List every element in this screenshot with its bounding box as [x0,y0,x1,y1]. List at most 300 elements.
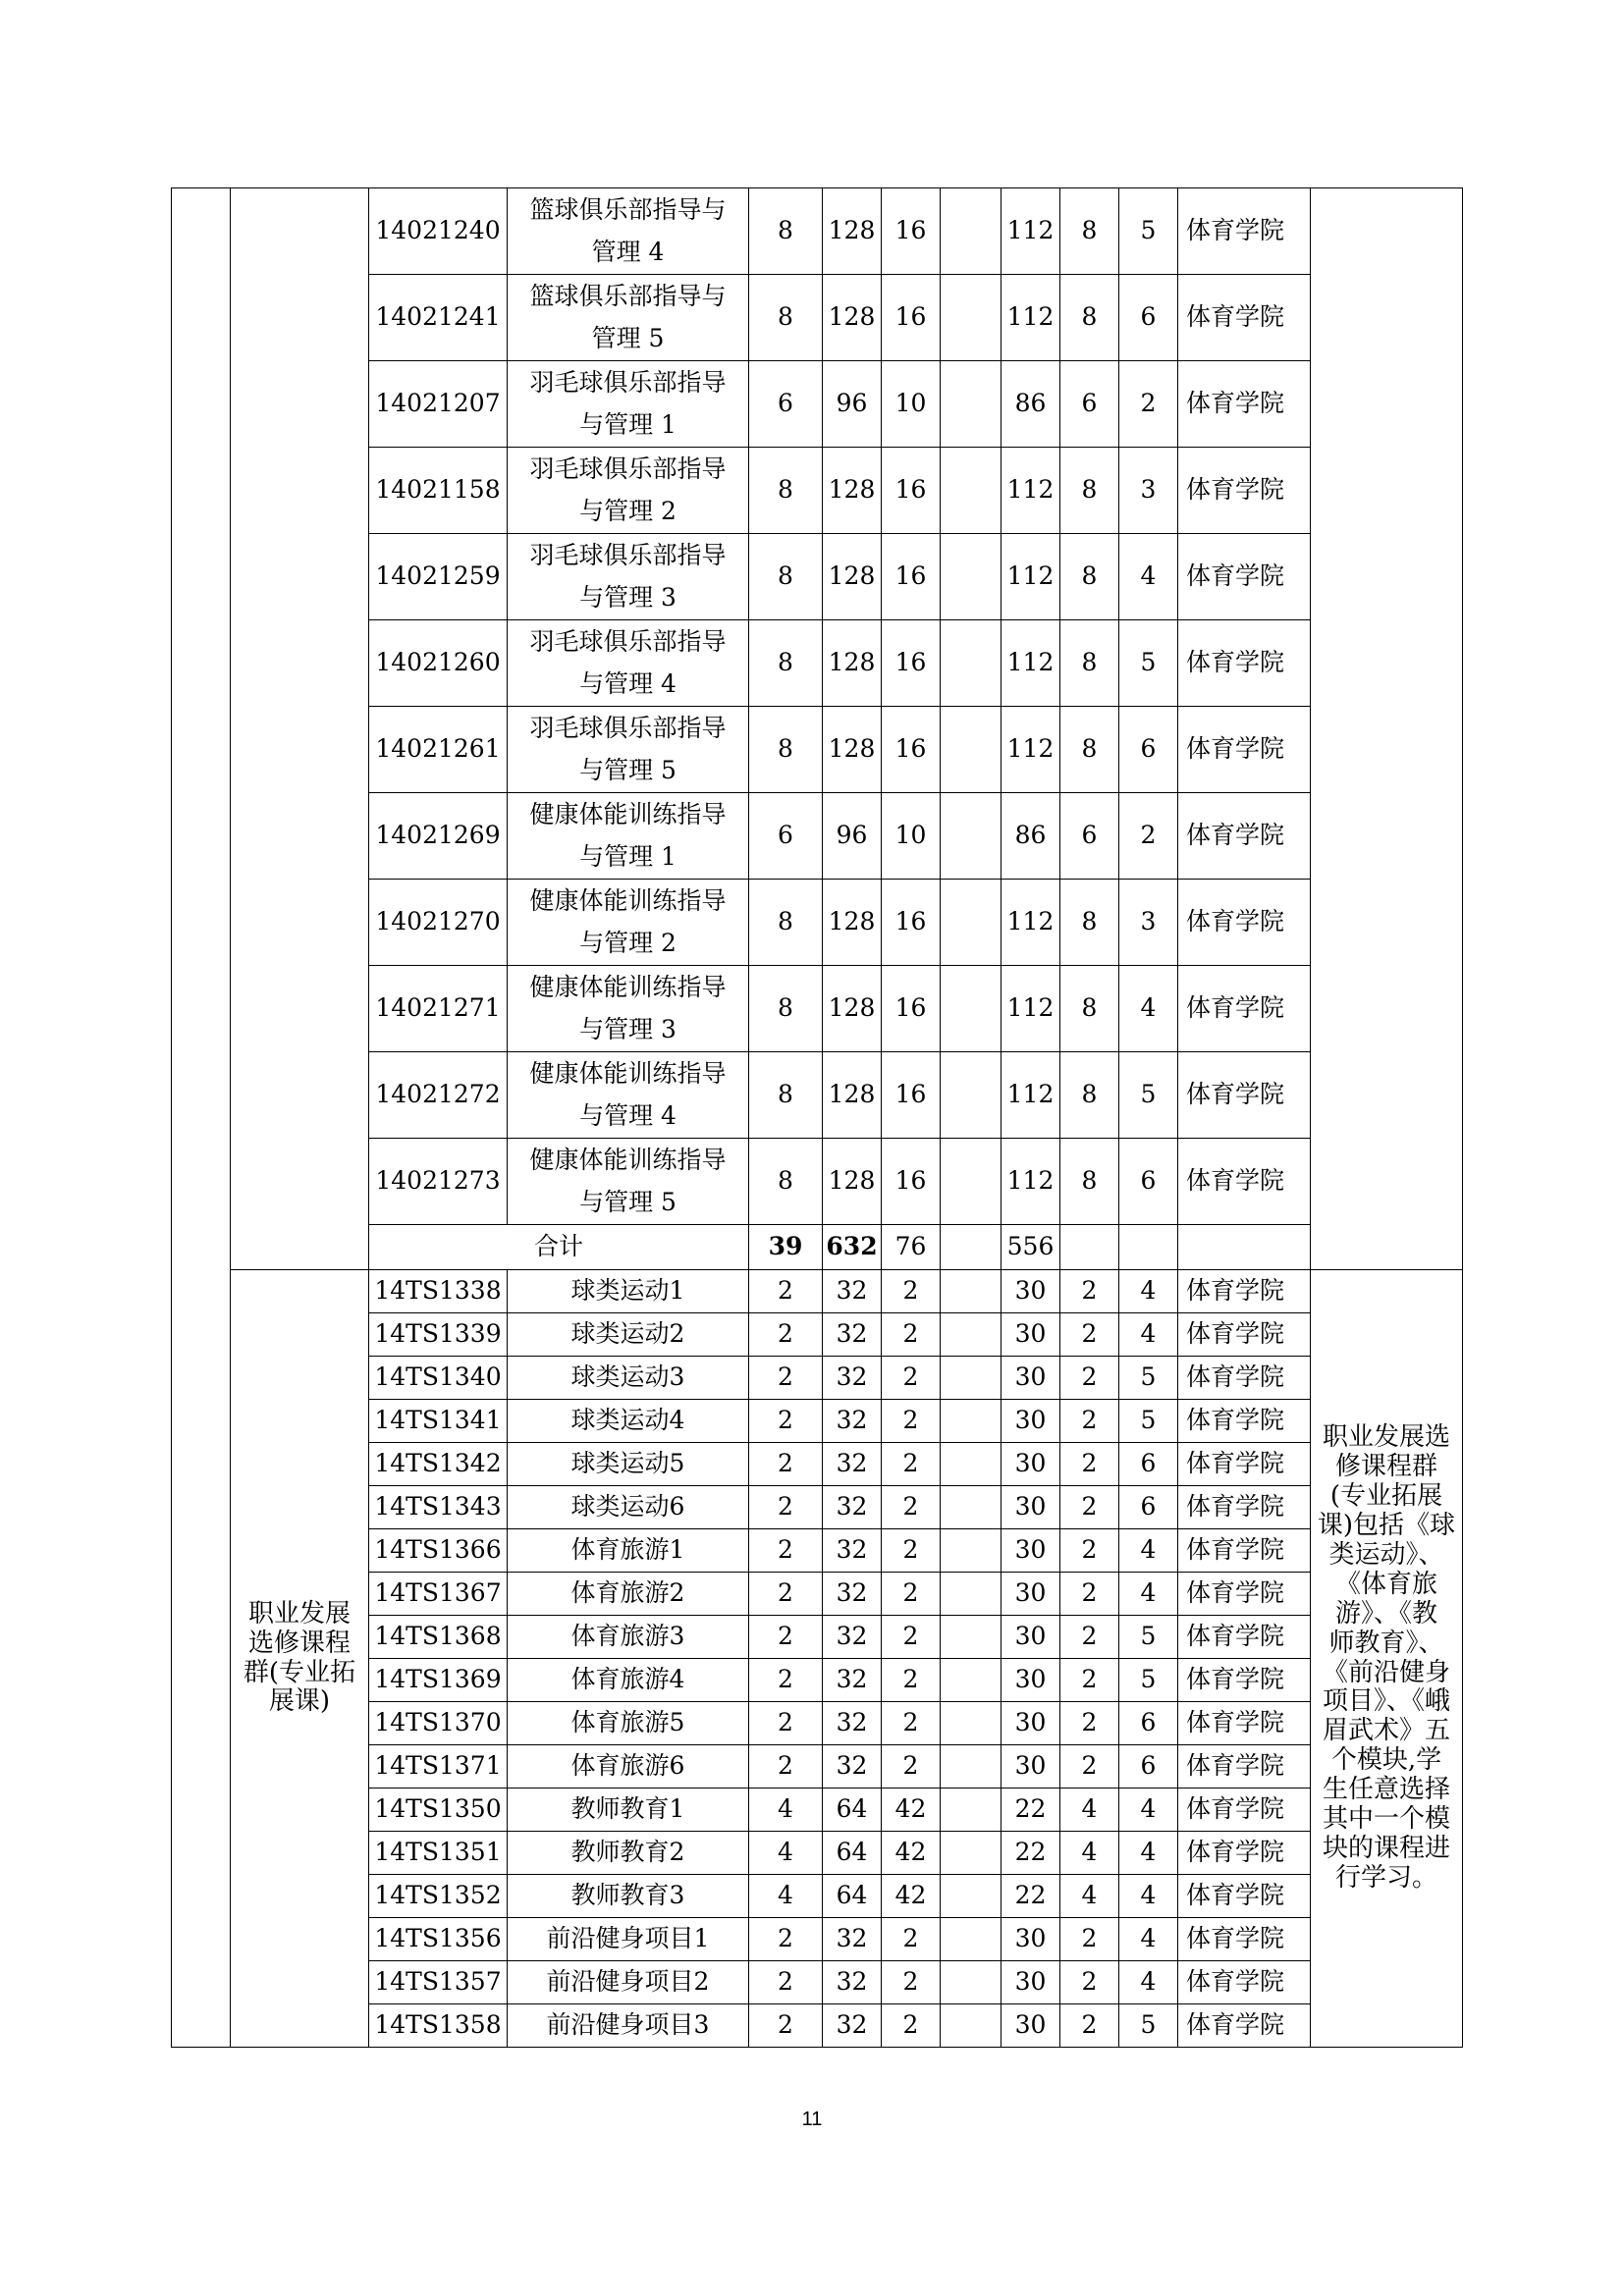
theory-hours: 16 [882,880,941,966]
theory-hours: 2 [882,1616,941,1659]
course-name: 体育旅游5 [508,1702,749,1745]
total-hours: 32 [823,1659,882,1702]
course-name [508,620,749,707]
course-code: 14021240 [369,188,508,275]
theory-hours: 16 [882,1139,941,1225]
course-name [508,275,749,361]
term: 4 [1119,534,1178,620]
blank-cell [941,1789,1001,1832]
blank-cell [941,620,1001,707]
weekly-hours: 8 [1060,1052,1119,1139]
term: 3 [1119,880,1178,966]
practice-hours: 22 [1001,1789,1060,1832]
department: 体育学院 [1178,448,1311,534]
term: 5 [1119,188,1178,275]
term: 5 [1119,620,1178,707]
total-hours: 128 [823,880,882,966]
text-line: 与管理 2 [579,928,677,957]
weekly-hours: 2 [1060,1486,1119,1529]
blank-cell [941,1702,1001,1745]
theory-hours: 10 [882,361,941,448]
text-line: 健康体能训练指导 [529,1059,727,1088]
course-code: 14TS1338 [369,1270,508,1313]
credit: 2 [749,1400,823,1443]
credit: 8 [749,966,823,1052]
course-table [171,187,1463,2048]
department: 体育学院 [1178,1616,1311,1659]
credit: 2 [749,1659,823,1702]
term: 2 [1119,793,1178,880]
term: 2 [1119,361,1178,448]
department: 体育学院 [1178,880,1311,966]
text-line: 与管理 1 [579,841,677,871]
practice-hours: 86 [1001,361,1060,448]
weekly-hours: 2 [1060,1443,1119,1486]
credit: 8 [749,534,823,620]
term: 5 [1119,1052,1178,1139]
weekly-hours: 2 [1060,1400,1119,1443]
course-code: 14TS1370 [369,1702,508,1745]
theory-hours: 2 [882,1702,941,1745]
blank-cell [941,1875,1001,1918]
blank-cell [941,1659,1001,1702]
course-code: 14TS1340 [369,1357,508,1400]
weekly-hours: 6 [1060,361,1119,448]
credit: 8 [749,188,823,275]
weekly-hours: 8 [1060,880,1119,966]
page-number: 11 [801,2109,823,2130]
credit: 2 [749,1702,823,1745]
department: 体育学院 [1178,1961,1311,2004]
term: 6 [1119,707,1178,793]
blank-cell [941,1573,1001,1616]
course-code: 14TS1343 [369,1486,508,1529]
practice-hours: 112 [1001,620,1060,707]
blank-cell [941,534,1001,620]
course-code: 14021259 [369,534,508,620]
department: 体育学院 [1178,1313,1311,1357]
course-table-body [172,188,1463,2048]
practice-hours: 112 [1001,275,1060,361]
course-name [508,966,749,1052]
course-name: 球类运动4 [508,1400,749,1443]
blank-cell [941,1443,1001,1486]
text-line: 与管理 4 [579,668,677,698]
term: 5 [1119,1616,1178,1659]
text-line: 师教育》、 [1328,1628,1444,1658]
term: 4 [1119,1270,1178,1313]
credit: 8 [749,275,823,361]
note-cell [1311,188,1463,1270]
total-hours: 32 [823,1486,882,1529]
text-line: 项目》、《峨 [1322,1686,1450,1717]
blank-cell [941,1616,1001,1659]
course-code: 14TS1352 [369,1875,508,1918]
theory-hours: 2 [882,1573,941,1616]
theory-hours: 2 [882,1918,941,1961]
theory-hours: 16 [882,966,941,1052]
blank-cell [941,275,1001,361]
subtotal-hours: 632 [823,1225,882,1270]
practice-hours: 30 [1001,1616,1060,1659]
credit: 2 [749,1616,823,1659]
blank-cell [1060,1225,1119,1270]
course-name: 体育旅游3 [508,1616,749,1659]
practice-hours: 30 [1001,1270,1060,1313]
text-line: 职业发展选 [1322,1422,1450,1453]
department: 体育学院 [1178,707,1311,793]
category-cell [172,188,231,2048]
credit: 2 [749,1270,823,1313]
term: 3 [1119,448,1178,534]
credit: 4 [749,1789,823,1832]
text-line: 羽毛球俱乐部指导 [529,714,727,742]
course-name [508,361,749,448]
weekly-hours: 2 [1060,1313,1119,1357]
text-line: 羽毛球俱乐部指导 [529,541,727,569]
course-name [508,880,749,966]
total-hours: 32 [823,1400,882,1443]
blank-cell [941,188,1001,275]
credit: 2 [749,1313,823,1357]
term: 6 [1119,1443,1178,1486]
total-hours: 128 [823,534,882,620]
weekly-hours: 6 [1060,793,1119,880]
course-code: 14TS1342 [369,1443,508,1486]
term: 4 [1119,1313,1178,1357]
blank-cell [941,1313,1001,1357]
text-line: 健康体能训练指导 [529,973,727,1001]
course-code: 14TS1357 [369,1961,508,2004]
weekly-hours: 8 [1060,275,1119,361]
theory-hours: 16 [882,188,941,275]
practice-hours: 86 [1001,793,1060,880]
theory-hours: 2 [882,1961,941,2004]
practice-hours: 30 [1001,1702,1060,1745]
course-code: 14021273 [369,1139,508,1225]
department: 体育学院 [1178,275,1311,361]
practice-hours: 30 [1001,1357,1060,1400]
weekly-hours: 2 [1060,1357,1119,1400]
course-name: 教师教育3 [508,1875,749,1918]
total-hours: 32 [823,1961,882,2004]
course-name: 前沿健身项目1 [508,1918,749,1961]
weekly-hours: 2 [1060,1745,1119,1789]
practice-hours: 112 [1001,1139,1060,1225]
text-line: 生任意选择 [1322,1775,1450,1805]
practice-hours: 30 [1001,1659,1060,1702]
weekly-hours: 8 [1060,620,1119,707]
term: 5 [1119,1400,1178,1443]
total-hours: 32 [823,1313,882,1357]
text-line: 群(专业拓 [243,1657,356,1687]
course-name: 体育旅游6 [508,1745,749,1789]
theory-hours: 2 [882,1270,941,1313]
department: 体育学院 [1178,1486,1311,1529]
course-code: 14TS1356 [369,1918,508,1961]
credit: 2 [749,1573,823,1616]
group-note [1311,1270,1463,2048]
credit: 8 [749,880,823,966]
theory-hours: 2 [882,1745,941,1789]
term: 4 [1119,1573,1178,1616]
department: 体育学院 [1178,1789,1311,1832]
course-code: 14TS1369 [369,1659,508,1702]
weekly-hours: 8 [1060,1139,1119,1225]
theory-hours: 2 [882,1659,941,1702]
course-code: 14021241 [369,275,508,361]
term: 6 [1119,1702,1178,1745]
weekly-hours: 2 [1060,1918,1119,1961]
theory-hours: 2 [882,2004,941,2048]
total-hours: 64 [823,1789,882,1832]
department: 体育学院 [1178,534,1311,620]
total-hours: 32 [823,1616,882,1659]
course-name: 体育旅游4 [508,1659,749,1702]
theory-hours: 16 [882,1052,941,1139]
practice-hours: 112 [1001,188,1060,275]
practice-hours: 112 [1001,880,1060,966]
practice-hours: 112 [1001,534,1060,620]
text-line: 游》、《教 [1334,1598,1437,1629]
subtotal-theory: 76 [882,1225,941,1270]
total-hours: 96 [823,361,882,448]
term: 6 [1119,1486,1178,1529]
text-line: 健康体能训练指导 [529,1146,727,1174]
course-code: 14021272 [369,1052,508,1139]
text-line: 个模块,学 [1330,1745,1442,1776]
theory-hours: 2 [882,1529,941,1573]
course-code: 14TS1358 [369,2004,508,2048]
weekly-hours: 8 [1060,966,1119,1052]
course-code: 14021261 [369,707,508,793]
text-line: 羽毛球俱乐部指导 [529,627,727,656]
credit: 8 [749,448,823,534]
credit: 8 [749,1052,823,1139]
total-hours: 32 [823,1270,882,1313]
weekly-hours: 2 [1060,2004,1119,2048]
subtotal-practice: 556 [1001,1225,1060,1270]
credit: 2 [749,1486,823,1529]
credit: 4 [749,1832,823,1875]
total-hours: 128 [823,188,882,275]
text-line: 健康体能训练指导 [529,886,727,915]
theory-hours: 16 [882,448,941,534]
total-hours: 128 [823,707,882,793]
group-label [231,1270,369,2048]
text-line: 《前沿健身 [1322,1657,1450,1687]
blank-cell [941,1052,1001,1139]
term: 4 [1119,1529,1178,1573]
weekly-hours: 4 [1060,1875,1119,1918]
department: 体育学院 [1178,1573,1311,1616]
course-code: 14TS1350 [369,1789,508,1832]
course-code: 14021158 [369,448,508,534]
practice-hours: 112 [1001,707,1060,793]
total-hours: 128 [823,966,882,1052]
practice-hours: 30 [1001,1529,1060,1573]
practice-hours: 22 [1001,1832,1060,1875]
course-code: 14021271 [369,966,508,1052]
practice-hours: 112 [1001,966,1060,1052]
total-hours: 128 [823,275,882,361]
total-hours: 32 [823,1702,882,1745]
term: 5 [1119,2004,1178,2048]
total-hours: 128 [823,448,882,534]
course-name: 教师教育1 [508,1789,749,1832]
total-hours: 128 [823,1052,882,1139]
blank-cell [941,1270,1001,1313]
weekly-hours: 8 [1060,534,1119,620]
course-name: 体育旅游1 [508,1529,749,1573]
credit: 4 [749,1875,823,1918]
theory-hours: 2 [882,1443,941,1486]
blank-cell [941,707,1001,793]
practice-hours: 30 [1001,1918,1060,1961]
course-name: 球类运动2 [508,1313,749,1357]
course-name [508,188,749,275]
practice-hours: 30 [1001,1313,1060,1357]
theory-hours: 2 [882,1357,941,1400]
practice-hours: 30 [1001,1745,1060,1789]
text-line: 与管理 3 [579,1014,677,1043]
department: 体育学院 [1178,1443,1311,1486]
total-hours: 32 [823,1357,882,1400]
theory-hours: 42 [882,1875,941,1918]
text-line: 羽毛球俱乐部指导 [529,454,727,483]
blank-cell [941,1961,1001,2004]
text-line: 《体育旅 [1334,1569,1437,1599]
term: 6 [1119,1139,1178,1225]
department: 体育学院 [1178,361,1311,448]
course-code: 14021269 [369,793,508,880]
practice-hours: 30 [1001,1486,1060,1529]
practice-hours: 30 [1001,1961,1060,2004]
blank-cell [941,1832,1001,1875]
weekly-hours: 8 [1060,188,1119,275]
total-hours: 32 [823,1918,882,1961]
text-line: 修课程群 [1334,1452,1437,1482]
total-hours: 32 [823,1529,882,1573]
total-hours: 128 [823,1139,882,1225]
text-line: 健康体能训练指导 [529,800,727,828]
credit: 2 [749,1443,823,1486]
blank-cell [941,1400,1001,1443]
blank-cell [941,1139,1001,1225]
theory-hours: 2 [882,1313,941,1357]
credit: 8 [749,707,823,793]
text-line: (专业拓展 [1329,1481,1443,1512]
text-line: 与管理 2 [579,496,677,525]
total-hours: 32 [823,2004,882,2048]
blank-cell [1178,1225,1311,1270]
subtotal-label: 合计 [369,1225,749,1270]
term: 5 [1119,1659,1178,1702]
department: 体育学院 [1178,188,1311,275]
blank-cell [1119,1225,1178,1270]
text-line: 类运动》、 [1328,1539,1444,1570]
weekly-hours: 2 [1060,1529,1119,1573]
total-hours: 64 [823,1832,882,1875]
course-name [508,707,749,793]
text-line: 块的课程进 [1322,1833,1450,1863]
department: 体育学院 [1178,1702,1311,1745]
theory-hours: 16 [882,275,941,361]
theory-hours: 42 [882,1789,941,1832]
text-line: 与管理 4 [579,1100,677,1130]
blank-cell [941,1918,1001,1961]
term: 6 [1119,1745,1178,1789]
credit: 2 [749,2004,823,2048]
course-name: 教师教育2 [508,1832,749,1875]
credit: 2 [749,1357,823,1400]
total-hours: 32 [823,1745,882,1789]
text-line: 与管理 5 [579,1187,677,1216]
weekly-hours: 4 [1060,1832,1119,1875]
theory-hours: 2 [882,1486,941,1529]
department: 体育学院 [1178,966,1311,1052]
text-line: 课)包括《球 [1317,1511,1456,1541]
total-hours: 64 [823,1875,882,1918]
theory-hours: 16 [882,620,941,707]
weekly-hours: 2 [1060,1270,1119,1313]
weekly-hours: 2 [1060,1573,1119,1616]
course-name [508,1052,749,1139]
blank-cell [941,793,1001,880]
text-line: 其中一个模 [1322,1803,1450,1834]
term: 4 [1119,1918,1178,1961]
course-name: 前沿健身项目2 [508,1961,749,2004]
department: 体育学院 [1178,1745,1311,1789]
text-line: 展课) [268,1686,331,1717]
credit: 2 [749,1745,823,1789]
total-hours: 32 [823,1573,882,1616]
blank-cell [941,2004,1001,2048]
weekly-hours: 4 [1060,1789,1119,1832]
course-code: 14021270 [369,880,508,966]
text-line: 与管理 3 [579,582,677,612]
text-line: 行学习。 [1334,1862,1437,1893]
theory-hours: 42 [882,1832,941,1875]
course-code: 14021207 [369,361,508,448]
text-line: 管理 5 [591,323,665,352]
department: 体育学院 [1178,2004,1311,2048]
practice-hours: 22 [1001,1875,1060,1918]
practice-hours: 30 [1001,1573,1060,1616]
course-code: 14TS1366 [369,1529,508,1573]
course-code: 14TS1367 [369,1573,508,1616]
course-code: 14TS1371 [369,1745,508,1789]
blank-cell [941,1486,1001,1529]
course-name: 球类运动6 [508,1486,749,1529]
term: 4 [1119,1832,1178,1875]
course-name: 前沿健身项目3 [508,2004,749,2048]
department: 体育学院 [1178,620,1311,707]
credit: 8 [749,1139,823,1225]
text-line: 选修课程 [247,1628,351,1658]
credit: 6 [749,793,823,880]
department: 体育学院 [1178,793,1311,880]
text-line: 篮球俱乐部指导与 [529,195,727,224]
theory-hours: 2 [882,1400,941,1443]
blank-cell [941,448,1001,534]
practice-hours: 112 [1001,1052,1060,1139]
course-code: 14TS1368 [369,1616,508,1659]
course-code: 14021260 [369,620,508,707]
practice-hours: 30 [1001,1443,1060,1486]
course-name: 球类运动3 [508,1357,749,1400]
blank-cell [941,880,1001,966]
